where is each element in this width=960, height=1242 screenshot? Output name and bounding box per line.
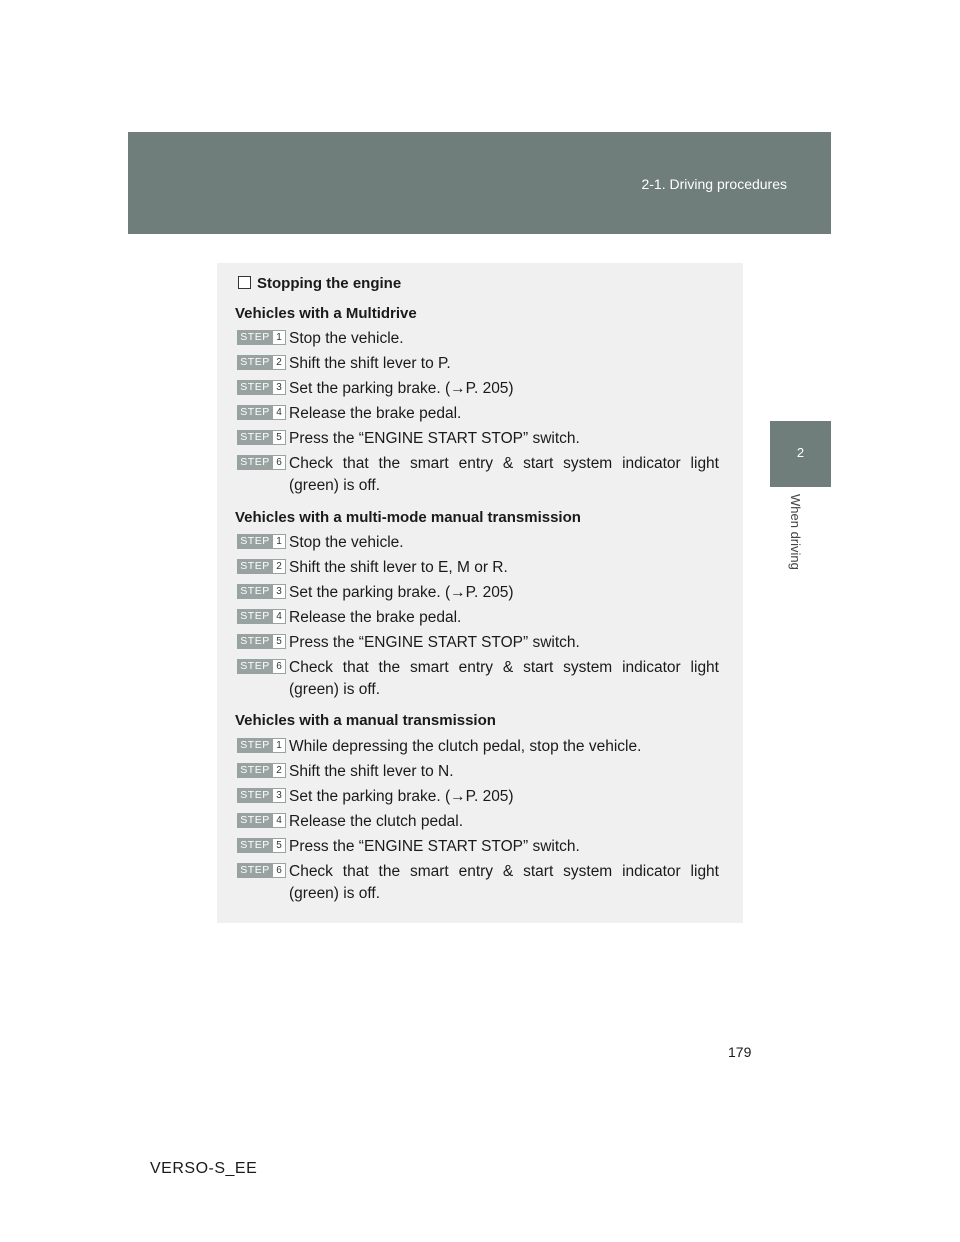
step-badge-number: 4 [273,814,285,827]
step-item [237,428,719,450]
step-badge-number: 4 [273,610,285,623]
model-code: VERSO-S_EE [150,1160,258,1177]
step-text: Check that the smart entry & start system indicator light (green) is off. [289,659,719,698]
step-badge-number: 6 [273,660,285,673]
step-text: Check that the smart entry & start system indicator light (green) is off. [289,455,719,494]
step-item [237,761,719,783]
step-badge [237,738,286,753]
step-badge-word: STEP [240,635,270,647]
step-badge [237,559,286,574]
content-box [217,263,743,923]
step-badge [237,584,286,599]
step-badge-word: STEP [240,610,270,622]
step-text: Release the brake pedal. [289,405,462,422]
step-badge [237,534,286,549]
step-badge-number: 6 [273,864,285,877]
step-item [237,657,719,701]
step-badge-number: 1 [273,535,285,548]
step-item [237,403,719,425]
step-item [237,557,719,579]
page-number: 179 [728,1044,752,1060]
step-badge [237,455,286,470]
step-badge-number: 2 [273,560,285,573]
step-badge-word: STEP [240,739,270,751]
chapter-tab [770,421,831,487]
step-badge-number: 3 [273,381,285,394]
step-text: Stop the vehicle. [289,330,404,347]
step-badge [237,405,286,420]
step-badge-word: STEP [240,660,270,672]
step-item [237,632,719,654]
step-item [237,453,719,497]
group-heading: Vehicles with a Multidrive [235,305,417,322]
step-text: While depressing the clutch pedal, stop the vehicle. [289,738,642,755]
step-badge-number: 4 [273,406,285,419]
step-badge-number: 3 [273,789,285,802]
step-badge [237,634,286,649]
step-badge-number: 5 [273,839,285,852]
step-item [237,811,719,833]
step-text: Shift the shift lever to E, M or R. [289,559,508,576]
step-text: Press the “ENGINE START STOP” switch. [289,430,580,447]
step-text: Shift the shift lever to N. [289,763,454,780]
step-text: Press the “ENGINE START STOP” switch. [289,838,580,855]
step-item [237,353,719,375]
step-item [237,607,719,629]
section-title-text: Stopping the engine [257,275,402,292]
step-text: Set the parking brake. (→P. 205) [289,380,514,397]
step-badge-word: STEP [240,456,270,468]
step-badge [237,788,286,803]
step-text: Release the brake pedal. [289,609,462,626]
step-badge [237,430,286,445]
step-badge-word: STEP [240,764,270,776]
step-badge-number: 5 [273,635,285,648]
step-badge-word: STEP [240,560,270,572]
step-item [237,582,719,604]
step-text: Release the clutch pedal. [289,813,464,830]
step-text: Press the “ENGINE START STOP” switch. [289,634,580,651]
step-item [237,736,719,758]
step-text: Set the parking brake. (→P. 205) [289,788,514,805]
step-badge [237,838,286,853]
step-badge-number: 6 [273,456,285,469]
section-title [238,275,401,292]
step-badge-word: STEP [240,406,270,418]
step-item [237,328,719,350]
chapter-label: When driving [788,494,803,570]
step-badge [237,355,286,370]
step-badge [237,609,286,624]
step-badge [237,330,286,345]
step-badge-number: 1 [273,739,285,752]
step-badge-number: 3 [273,585,285,598]
step-badge-word: STEP [240,535,270,547]
step-badge-number: 5 [273,431,285,444]
chapter-number: 2 [796,445,805,460]
step-badge [237,380,286,395]
step-badge-number: 1 [273,331,285,344]
step-text: Check that the smart entry & start system indicator light (green) is off. [289,863,719,902]
step-text: Stop the vehicle. [289,534,404,551]
step-item [237,786,719,808]
step-badge-word: STEP [240,381,270,393]
step-badge [237,863,286,878]
step-badge-word: STEP [240,585,270,597]
group-heading: Vehicles with a multi-mode manual transmission [235,509,581,526]
step-badge [237,659,286,674]
step-badge-word: STEP [240,839,270,851]
step-text: Shift the shift lever to P. [289,355,451,372]
step-badge-number: 2 [273,356,285,369]
section-header: 2-1. Driving procedures [641,176,787,192]
step-badge-number: 2 [273,764,285,777]
step-badge-word: STEP [240,789,270,801]
square-bullet-icon [238,276,251,289]
step-badge-word: STEP [240,431,270,443]
step-item [237,532,719,554]
step-badge-word: STEP [240,814,270,826]
group-heading: Vehicles with a manual transmission [235,712,496,729]
step-badge [237,763,286,778]
step-badge [237,813,286,828]
step-badge-word: STEP [240,864,270,876]
step-badge-word: STEP [240,331,270,343]
step-item [237,861,719,905]
step-item [237,378,719,400]
step-badge-word: STEP [240,356,270,368]
step-text: Set the parking brake. (→P. 205) [289,584,514,601]
step-item [237,836,719,858]
header-band [128,132,831,234]
